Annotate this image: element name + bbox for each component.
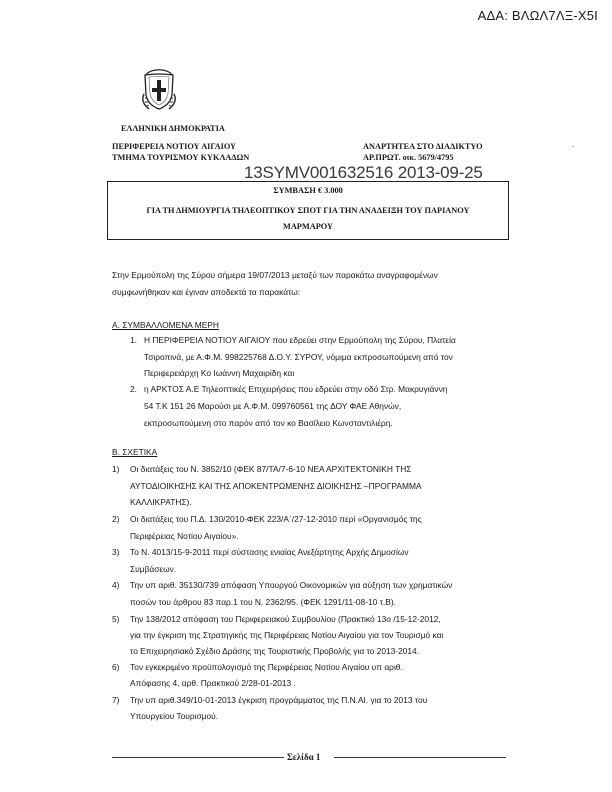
posted-online-label: ΑΝΑΡΤΗΤΕΑ ΣΤΟ ΔΙΑΔΙΚΤΥΟ <box>363 142 483 151</box>
contract-title-box <box>107 181 509 240</box>
contract-amount: ΣΥΜΒΑΣΗ € 3.000 <box>273 186 343 195</box>
reference-text-line: Οι διατάξεις του Ν. 3852/10 (ΦΕΚ 87/ΤΑ/7-6-10 ΝΕΑ ΑΡΧΙΤΕΚΤΟΝΙΚΗ ΤΗΣ <box>130 464 412 474</box>
page-number: Σελίδα 1 <box>284 752 323 762</box>
contract-subject-cont: ΜΑΡΜΑΡΟΥ <box>282 222 333 231</box>
reference-text-line: Υπουργείου Τουρισμού. <box>130 711 219 721</box>
reference-text-line: ποσών του άρθρου 83 παρ.1 του Ν. 2362/95. (ΦΕΚ 1291/11-08-10 τ.Β). <box>130 597 396 607</box>
intro-line: συμφωνήθηκαν και έγιναν αποδεκτά τα παρακάτω: <box>112 287 301 297</box>
reference-text-line: Περιφέρειας Νοτίου Αιγαίου». <box>130 531 239 541</box>
reference-text-line: ΚΑΛΛΙΚΡΑΤΗΣ). <box>130 497 192 507</box>
party-text-line: Η ΠΕΡΙΦΕΡΕΙΑ ΝΟΤΙΟΥ ΑΙΓΑΙΟΥ που εδρεύει στην Ερμούπολη της Σύρου, Πλατεία <box>144 335 456 345</box>
reference-text-line: ΑΥΤΟΔΙΟΙΚΗΣΗΣ ΚΑΙ ΤΗΣ ΑΠΟΚΕΝΤΡΩΜΕΝΗΣ ΔΙΟΙΚΗΣΗΣ –ΠΡΟΓΡΑΜΜΑ <box>130 481 422 491</box>
party-number: 1. <box>130 335 137 345</box>
party-text-line: εκπροσωπούμενη στο παρόν από τον κο Βασίλειο Κωνσταντιλιέρη. <box>144 418 393 428</box>
reference-text-line: Την υπ αριθ.349/10-01-2013 έγκριση προγράμματος της Π.Ν.ΑΙ. για το 2013 του <box>130 695 428 705</box>
party-text-line: η ΑΡΚΤΟΣ Α.Ε Τηλεοπτικές Επιχειρήσεις που εδρεύει στην οδό Στρ. Μακρυγιάννη <box>144 384 448 394</box>
registration-stamp: 13SYMV001632516 2013-09-25 <box>244 163 483 182</box>
reference-number: 2) <box>112 514 120 524</box>
reference-text-line: για την έγκριση της Στρατηγικής της Περιφέρειας Νοτίου Αιγαίου για τον Τουρισμό και <box>130 630 444 640</box>
reference-number: 3) <box>112 547 120 557</box>
reference-number: 4) <box>112 580 120 590</box>
reference-text-line: Την υπ αριθ. 35130/739 απόφαση Υπουργού Οικονομικών για αύξηση των χρηματικών <box>130 580 453 590</box>
reference-number: 6) <box>112 662 120 672</box>
ada-code: ΑΔΑ: ΒΛΩΛ7ΛΞ-Χ5Ι <box>477 8 598 23</box>
reference-number: 1) <box>112 464 120 474</box>
reference-text-line: Οι διατάξεις του Π.Δ. 130/2010-ΦΕΚ 223/Α΄/27-12-2010 περί «Οργανισμός της <box>130 514 422 524</box>
republic-label: ΕΛΛΗΝΙΚΗ ΔΗΜΟΚΡΑΤΙΑ <box>121 124 225 133</box>
footer-rule-left <box>112 757 284 758</box>
protocol-number: ΑΡ.ΠΡΩΤ. οικ. 5679/4795 <box>363 153 454 162</box>
intro-line: Στην Ερμούπολη της Σύρου σήμερα 19/07/2013 μεταξύ των παρακάτω αναγραφομένων <box>112 270 438 280</box>
party-text-line: Τσιροπινά, με Α.Φ.Μ. 998225768 Δ.Ο.Υ. ΣΥΡΟΥ, νόμιμα εκπροσωπούμενη από τον <box>144 352 453 362</box>
reference-text-line: Τον εγκεκριμένο προϋπολογισμό της Περιφέρειας Νοτίου Αιγαίου υπ αριθ. <box>130 662 403 672</box>
reference-number: 5) <box>112 614 120 624</box>
reference-text-line: Απόφασης 4, αρθ. Πρακτικού 2/28-01-2013 . <box>130 678 296 688</box>
reference-text-line: Την 138/2012 απόφαση του Περιφερειακού Συμβουλίου (Πρακτικό 13ο /15-12-2012, <box>130 614 441 624</box>
stray-mark: . <box>572 140 575 149</box>
contract-subject: ΓΙΑ ΤΗ ΔΗΜΙΟΥΡΓΙΑ ΤΗΛΕΟΠΤΙΚΟΥ ΣΠΟΤ ΓΙΑ ΤΗΝ ΑΝΑΔΕΙΞΗ ΤΟΥ ΠΑΡΙΑΝΟΥ <box>146 206 470 215</box>
reference-number: 7) <box>112 695 120 705</box>
party-number: 2. <box>130 384 137 394</box>
party-text-line: 54 Τ.Κ 151 26 Μαρούσι με Α.Φ.Μ. 099760561 της ΔΟΥ ΦΑΕ Αθηνών, <box>144 401 402 411</box>
party-text-line: Περιφερειάρχη Κο Ιωάννη Μαχαιρίδη και <box>144 368 295 378</box>
greek-emblem-icon <box>141 66 177 112</box>
department-label: ΤΜΗΜΑ ΤΟΥΡΙΣΜΟΥ ΚΥΚΛΑΔΩΝ <box>112 153 250 162</box>
section-b-title: Β. ΣΧΕΤΙΚΑ <box>112 447 158 457</box>
region-label: ΠΕΡΙΦΕΡΕΙΑ ΝΟΤΙΟΥ ΑΙΓΑΙΟΥ <box>112 142 237 151</box>
reference-text-line: το Επιχειρησιακό Σχέδιο Δράσης της Τουριστικής Προβολής για το 2013-2014. <box>130 646 420 656</box>
reference-text-line: Το Ν. 4013/15-9-2011 περί σύστασης ενιαίας Ανεξάρτητης Αρχής Δημοσίων <box>130 547 409 557</box>
footer-rule-right <box>334 757 506 758</box>
section-a-title: Α. ΣΥΜΒΑΛΛΟΜΕΝΑ ΜΕΡΗ <box>112 320 219 330</box>
reference-text-line: Συμβάσεων. <box>130 564 177 574</box>
